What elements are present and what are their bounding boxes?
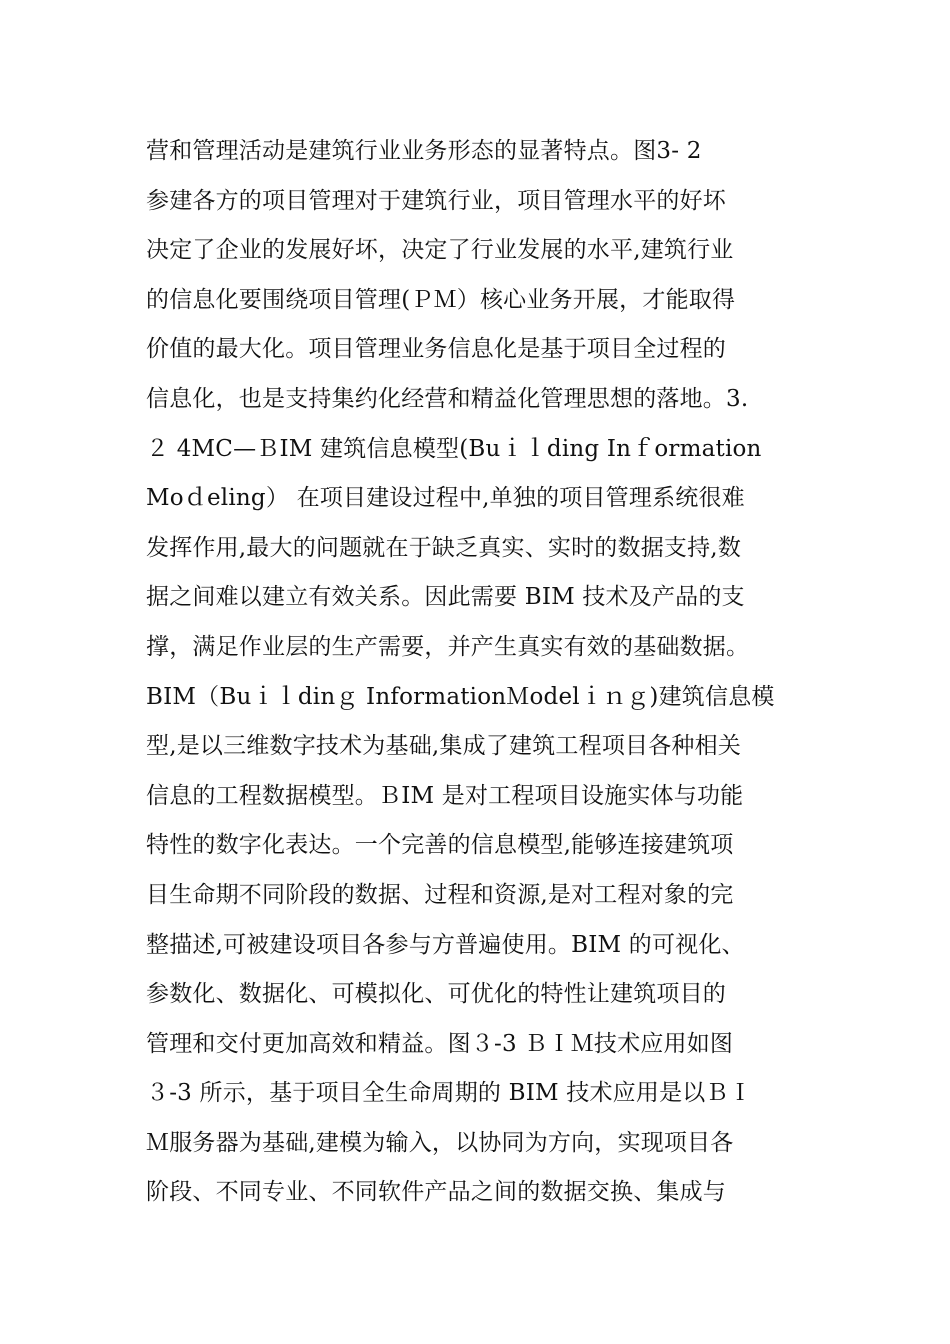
text-line: 目生命期不同阶段的数据、过程和资源,是对工程对象的完 [146,881,734,908]
text-line: 发挥作用,最大的问题就在于缺乏真实、实时的数据支持,数 [146,534,742,561]
text-line: BIM（Buｉｌdinｇ InformationＭodelｉｎｇ)建筑信息模 [146,683,775,710]
text-line: 据之间难以建立有效关系。因此需要 BIM 技术及产品的支 [146,584,745,611]
text-line: 决定了企业的发展好坏，决定了行业发展的水平,建筑行业 [146,237,734,264]
text-line: Ｍ服务器为基础,建模为输入，以协同为方向，实现项目各 [146,1129,734,1156]
text-line: 价值的最大化。项目管理业务信息化是基于项目全过程的 [146,336,726,363]
text-line: ３-3 所示，基于项目全生命周期的 BIM 技术应用是以ＢＩ [146,1080,752,1107]
text-line: 的信息化要围绕项目管理(ＰＭ）核心业务开展，才能取得 [146,286,736,313]
text-line: 整描述,可被建设项目各参与方普遍使用。BIM 的可视化、 [146,931,745,958]
text-line: ２ 4MC—ＢIM 建筑信息模型(Buｉｌding Inｆormation [146,435,762,462]
text-line: 撑，满足作业层的生产需要，并产生真实有效的基础数据。 [146,633,750,660]
body-paragraph [146,127,826,1218]
text-line: 型,是以三维数字技术为基础,集成了建筑工程项目各种相关 [146,733,742,760]
text-line: Moｄeling） 在项目建设过程中,单独的项目管理系统很难 [146,485,745,512]
text-line: 参数化、数据化、可模拟化、可优化的特性让建筑项目的 [146,981,726,1008]
text-line: 信息化，也是支持集约化经营和精益化管理思想的落地。3. [146,385,749,412]
text-line: 营和管理活动是建筑行业业务形态的显著特点。图3- 2 [146,138,702,164]
text-line: 特性的数字化表达。一个完善的信息模型,能够连接建筑项 [146,832,734,859]
text-line: 阶段、不同专业、不同软件产品之间的数据交换、集成与 [146,1179,726,1206]
text-line: 参建各方的项目管理对于建筑行业，项目管理水平的好坏 [146,187,726,214]
text-line: 管理和交付更加高效和精益。图３-3 ＢＩＭ技术应用如图 [146,1030,734,1057]
text-line: 信息的工程数据模型。ＢIM 是对工程项目设施实体与功能 [146,782,744,809]
